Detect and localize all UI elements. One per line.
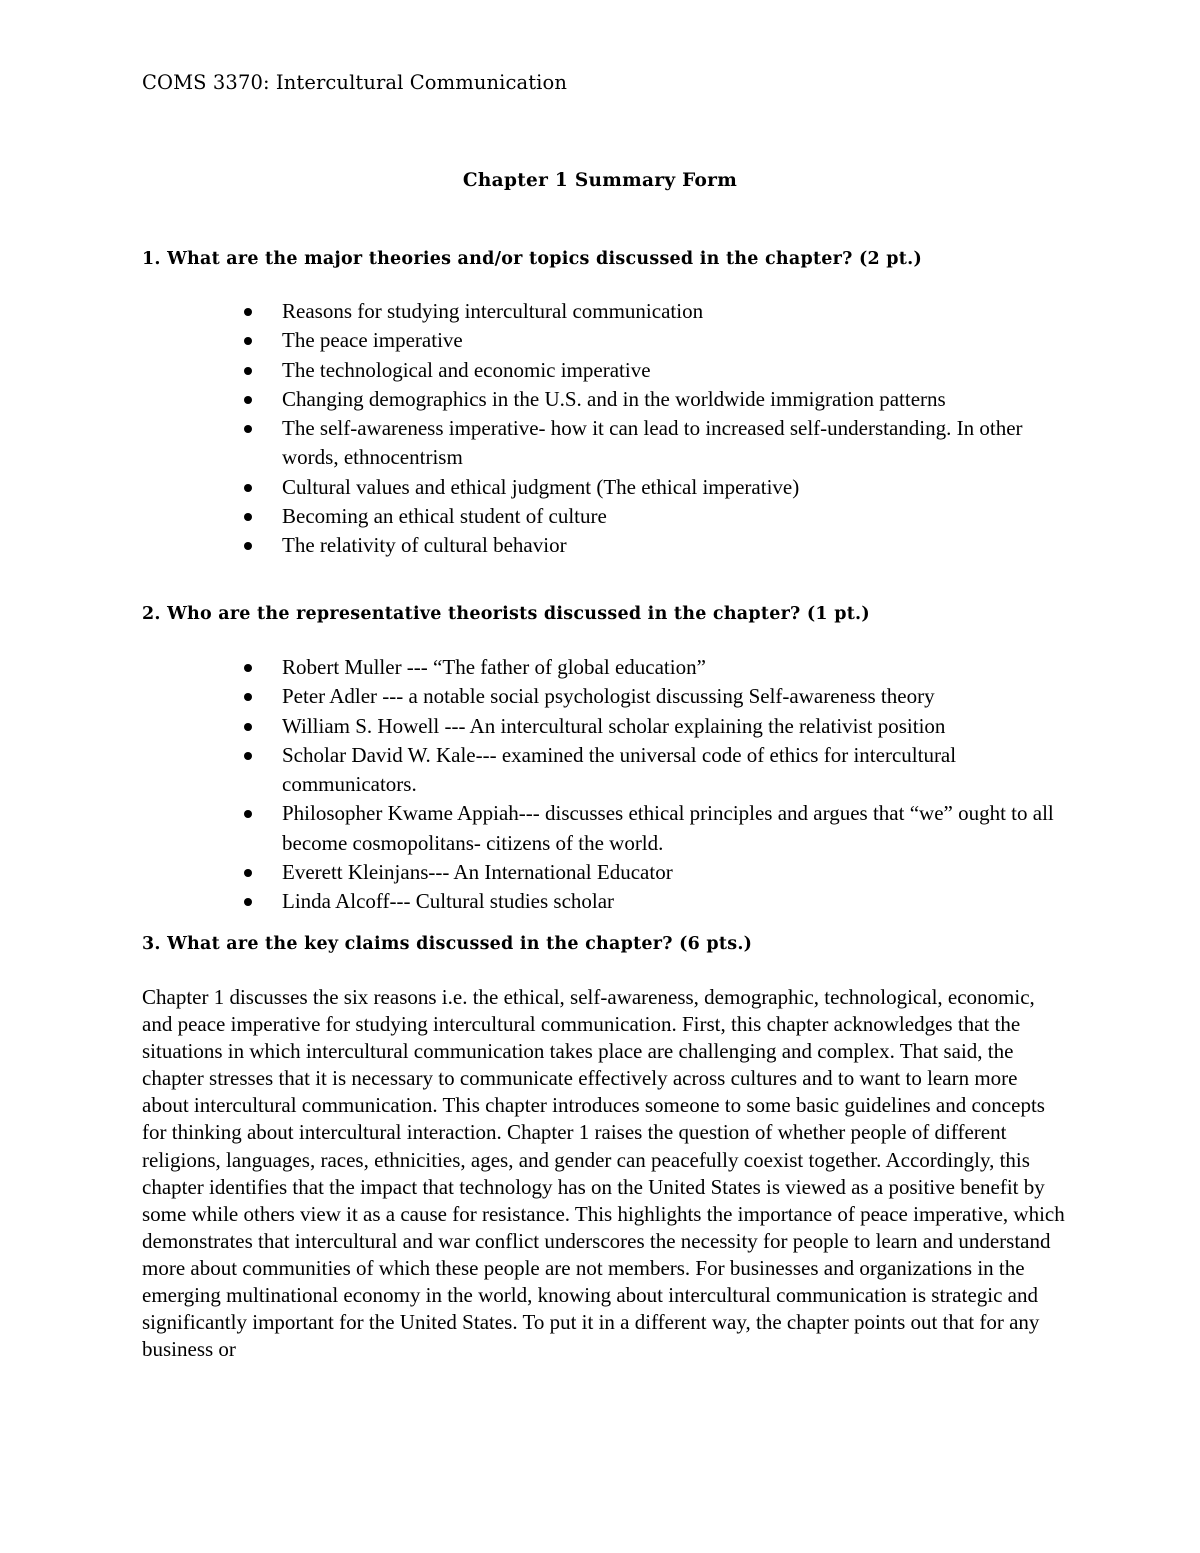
list-item-text: Robert Muller --- “The father of global education” xyxy=(282,655,706,679)
list-item-text: Linda Alcoff--- Cultural studies scholar xyxy=(282,889,615,914)
bullet-icon xyxy=(244,693,252,701)
list-item-text: Everett Kleinjans--- An International Educator xyxy=(282,860,673,885)
list-item-text: Becoming an ethical student of culture xyxy=(282,504,607,529)
list-item xyxy=(0,712,1082,741)
question-3-heading: 3. What are the key claims discussed in the chapter? (6 pts.) xyxy=(142,934,753,954)
list-item-text: William S. Howell --- An intercultural scholar explaining the relativist position xyxy=(282,713,946,738)
list-item xyxy=(0,858,1082,887)
bullet-icon xyxy=(244,308,252,316)
list-item xyxy=(0,653,1082,682)
bullet-icon xyxy=(244,810,252,818)
bullet-icon xyxy=(244,367,252,375)
bullet-icon xyxy=(244,898,252,906)
bullet-icon xyxy=(244,542,252,550)
list-item xyxy=(0,682,1082,711)
list-item xyxy=(0,799,1082,858)
bullet-icon xyxy=(244,396,252,404)
list-item-text: The self-awareness imperative- how it can lead to increased self-understanding. In other words, ethnocentrism xyxy=(282,416,1023,470)
bullet-icon xyxy=(244,425,252,433)
list-item xyxy=(0,502,1082,531)
list-item-text: Cultural values and ethical judgment (The ethical imperative) xyxy=(282,474,800,499)
list-item xyxy=(0,531,1082,560)
list-item xyxy=(0,385,1082,414)
topics-list xyxy=(0,297,1082,561)
bullet-icon xyxy=(244,513,252,521)
bullet-icon xyxy=(244,723,252,731)
key-claims-paragraph: Chapter 1 discusses the six reasons i.e. the ethical, self-awareness, demographic, technological, economic, and peace imperative for studying intercultural communication. First, this chapter acknowledges that the situations in which intercultural communication takes place are challenging and complex. That said, the chapter stresses that it is necessary to communicate effectively across cultures and to want to learn more about intercultural communication. This chapter introduces someone to some basic guidelines and concepts for thinking about intercultural interaction. Chapter 1 raises the question of whether people of different religions, languages, races, ethnicities, ages, and gender can peacefully coexist together. Accordingly, this chapter identifies that the impact that technology has on the United States is viewed as a positive benefit by some while others view it as a cause for resistance. This highlights the importance of peace imperative, which demonstrates that intercultural and war conflict underscores the necessity for people to learn and understand more about communities of which these people are not members. For businesses and organizations in the emerging multinational economy in the world, knowing about intercultural communication is strategic and significantly important for the United States. To put it in a different way, the chapter points out that for any business or xyxy=(142,985,1065,1362)
list-item-text: The technological and economic imperative xyxy=(282,357,651,382)
list-item-text: The peace imperative xyxy=(282,328,463,353)
question-2-heading: 2. Who are the representative theorists discussed in the chapter? (1 pt.) xyxy=(142,604,870,624)
list-item-text: Philosopher Kwame Appiah--- discusses ethical principles and argues that “we” ought to all become cosmopolitans- citizens of the world. xyxy=(282,801,1054,855)
list-item-text: Peter Adler --- a notable social psychologist discussing Self-awareness theory xyxy=(282,684,935,709)
theorists-list xyxy=(0,653,1082,917)
list-item xyxy=(0,887,1082,916)
list-item xyxy=(0,414,1082,473)
document-title: Chapter 1 Summary Form xyxy=(462,170,738,191)
list-item xyxy=(0,297,1082,326)
list-item xyxy=(0,326,1082,355)
list-item xyxy=(0,356,1082,385)
list-item-text: The relativity of cultural behavior xyxy=(282,533,567,558)
bullet-icon xyxy=(244,337,252,345)
question-1-heading: 1. What are the major theories and/or topics discussed in the chapter? (2 pt.) xyxy=(142,249,922,269)
course-header: COMS 3370: Intercultural Communication xyxy=(142,71,567,94)
list-item-text: Reasons for studying intercultural communication xyxy=(282,299,704,323)
list-item xyxy=(0,741,1082,800)
list-item xyxy=(0,473,1082,502)
bullet-icon xyxy=(244,869,252,877)
list-item-text: Changing demographics in the U.S. and in the worldwide immigration patterns xyxy=(282,386,946,411)
bullet-icon xyxy=(244,484,252,492)
bullet-icon xyxy=(244,664,252,672)
list-item-text: Scholar David W. Kale--- examined the universal code of ethics for intercultural communicators. xyxy=(282,742,957,797)
bullet-icon xyxy=(244,752,252,760)
